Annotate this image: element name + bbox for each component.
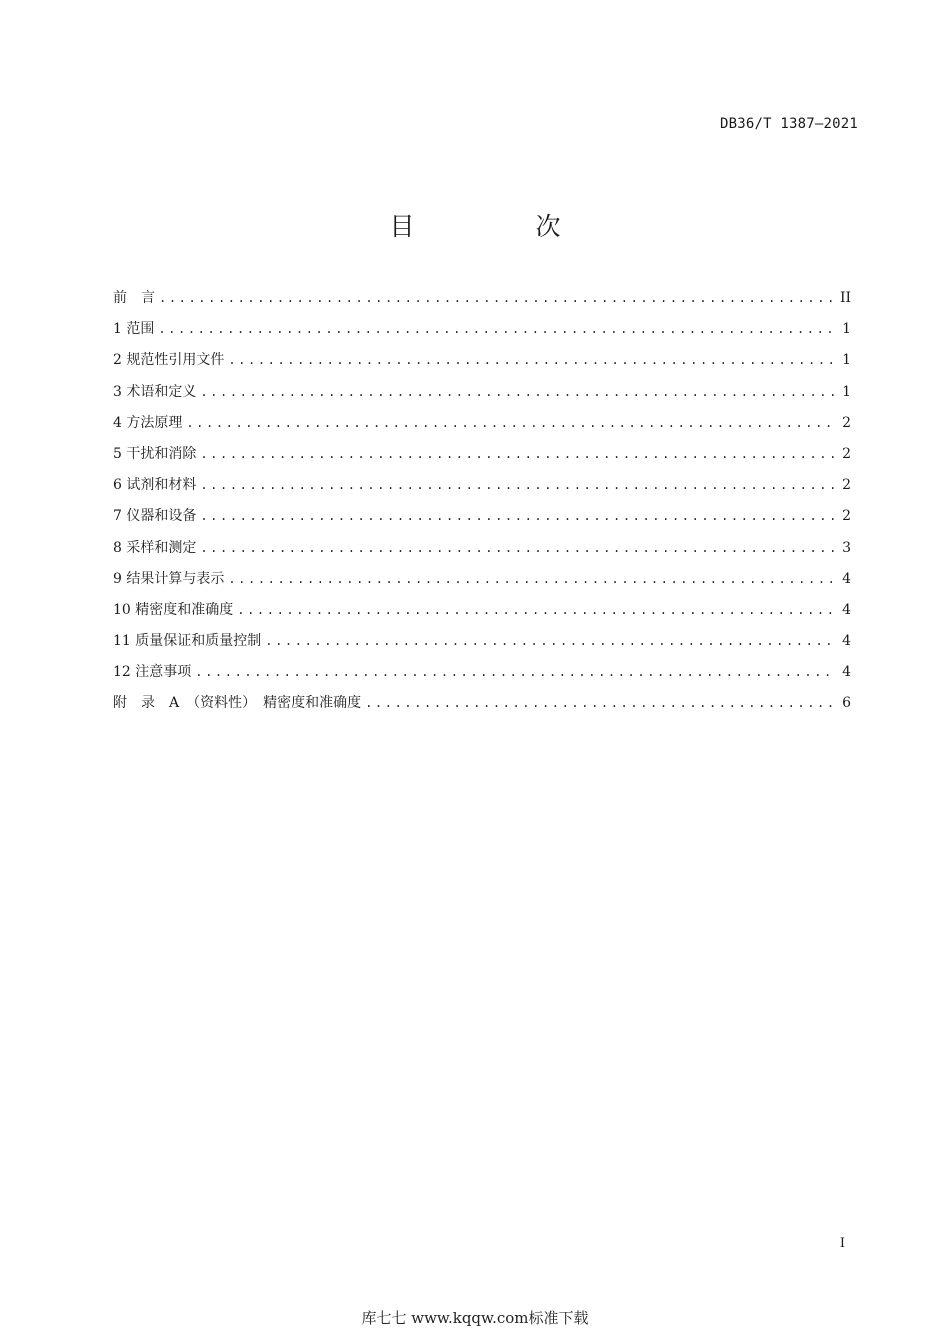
dot-leader xyxy=(200,478,835,492)
toc-entry-terms-definitions[interactable] xyxy=(113,381,851,412)
toc-entry-label: 10 精密度和准确度 xyxy=(113,601,234,618)
dot-leader xyxy=(200,447,835,461)
dot-leader xyxy=(200,385,835,399)
toc-entry-appendix-a[interactable] xyxy=(113,692,851,723)
dot-leader xyxy=(195,665,835,679)
toc-entry-sampling[interactable] xyxy=(113,537,851,568)
toc-entry-page: 3 xyxy=(842,539,851,556)
toc-entry-label: 1 范围 xyxy=(113,321,155,338)
toc-entry-page: 4 xyxy=(842,633,851,650)
toc-title: 目 次 xyxy=(389,212,609,241)
dot-leader xyxy=(200,541,835,555)
toc-entry-page: II xyxy=(839,290,851,306)
toc-entry-page: 4 xyxy=(842,570,851,587)
toc-entry-label: 7 仪器和设备 xyxy=(113,508,197,525)
dot-leader xyxy=(200,509,835,523)
toc-entry-page: 1 xyxy=(842,321,851,338)
toc-entry-page: 1 xyxy=(842,383,851,400)
toc-entry-reagents[interactable] xyxy=(113,474,851,505)
dot-leader xyxy=(228,572,835,586)
page-number: I xyxy=(839,1236,845,1251)
toc-entry-page: 4 xyxy=(842,664,851,681)
toc-entry-page: 4 xyxy=(842,601,851,618)
toc-entry-page: 2 xyxy=(842,477,851,494)
dot-leader xyxy=(237,603,835,617)
toc-entry-page: 2 xyxy=(842,508,851,525)
toc-entry-label: 前 言 xyxy=(113,290,155,306)
toc-entry-label: 6 试剂和材料 xyxy=(113,477,197,494)
toc-entry-page: 6 xyxy=(842,695,851,712)
toc-entry-label: 8 采样和测定 xyxy=(113,539,197,556)
toc-entry-label: 11 质量保证和质量控制 xyxy=(113,633,262,650)
dot-leader xyxy=(228,353,835,367)
document-code: DB36/T 1387—2021 xyxy=(719,116,858,132)
toc-entry-apparatus[interactable] xyxy=(113,505,851,536)
toc-entry-label: 4 方法原理 xyxy=(113,414,183,431)
toc-entry-interference[interactable] xyxy=(113,443,851,474)
toc-entry-label: 12 注意事项 xyxy=(113,664,192,681)
toc-entry-page: 2 xyxy=(842,445,851,462)
dot-leader xyxy=(158,322,835,336)
table-of-contents xyxy=(113,287,851,724)
toc-entry-calculation[interactable] xyxy=(113,568,851,599)
toc-entry-label: 9 结果计算与表示 xyxy=(113,570,225,587)
toc-entry-scope[interactable] xyxy=(113,318,851,349)
dot-leader xyxy=(365,696,835,710)
toc-entry-label: 2 规范性引用文件 xyxy=(113,352,225,369)
footer-watermark: 库七七 www.kqqw.com标准下载 xyxy=(361,1309,589,1327)
dot-leader xyxy=(159,291,835,305)
toc-entry-quality-control[interactable] xyxy=(113,630,851,661)
toc-entry-page: 2 xyxy=(842,414,851,431)
toc-entry-notes[interactable] xyxy=(113,661,851,692)
toc-entry-page: 1 xyxy=(842,352,851,369)
toc-entry-normative-references[interactable] xyxy=(113,349,851,380)
toc-entry-precision[interactable] xyxy=(113,599,851,630)
toc-entry-label: 5 干扰和消除 xyxy=(113,445,197,462)
toc-entry-label: 附 录 A （资料性） 精密度和准确度 xyxy=(113,695,362,712)
toc-entry-method-principle[interactable] xyxy=(113,412,851,443)
toc-entry-label: 3 术语和定义 xyxy=(113,383,197,400)
dot-leader xyxy=(186,416,835,430)
toc-entry-foreword[interactable] xyxy=(113,287,851,318)
dot-leader xyxy=(265,634,835,648)
